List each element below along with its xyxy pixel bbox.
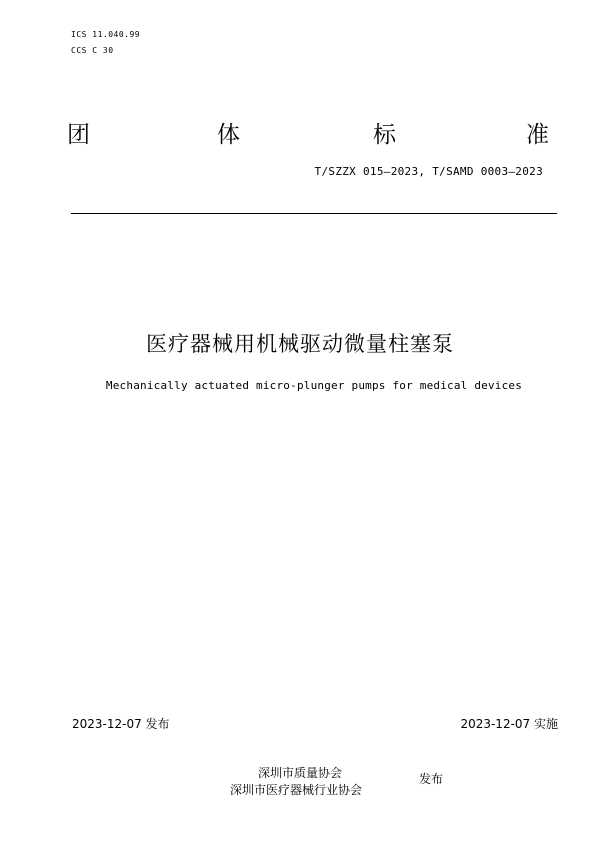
- issue-date: 2023-12-07 发布: [72, 717, 170, 731]
- issuer-org-2: 深圳市医疗器械行业协会: [230, 783, 363, 797]
- title-english: Mechanically actuated micro-plunger pumps for medical devices: [105, 379, 523, 392]
- ics-code: ICS 11.040.99: [71, 30, 141, 39]
- ccs-code: CCS C 30: [71, 46, 114, 55]
- standard-number: T/SZZX 015—2023, T/SAMD 0003—2023: [314, 165, 543, 178]
- issue-label: 发布: [419, 772, 444, 786]
- implementation-date: 2023-12-07 实施: [460, 717, 558, 731]
- header-char-2: 体: [217, 122, 240, 148]
- title-chinese: 医疗器械用机械驱动微量柱塞泵: [146, 332, 454, 356]
- header-char-4: 准: [526, 122, 549, 148]
- issuer-org-1: 深圳市质量协会: [258, 766, 343, 780]
- header-divider: [71, 213, 557, 214]
- header-char-1: 团: [67, 122, 90, 148]
- header-char-3: 标: [373, 122, 396, 148]
